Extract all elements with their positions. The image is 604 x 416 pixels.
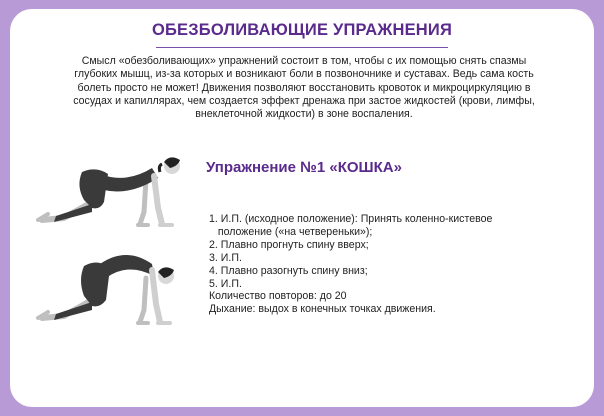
breathing-line: Дыхание: выдох в конечных точках движения. (209, 303, 436, 316)
step-line: 5. И.П. (209, 277, 242, 290)
step-line: 4. Плавно разогнуть спину вниз; (209, 264, 368, 277)
step-line: 1. И.П. (исходное положение): Принять коленно-кистевое (209, 213, 493, 225)
step-line: 3. И.П. (209, 251, 242, 264)
intro-paragraph: Смысл «обезболивающих» упражнений состоит в том, чтобы с их помощью снять спазмы глубоких мышц, из-за которых и возникают боли в позвоночнике и суставах. Ведь сама кость болеть просто не может! Движения позволяют восстановить кровоток и микроциркуляцию в сосудах и капиллярах, чем создается эффект дренажа при застое жидкостей (крови, лимфы, внеклеточной жидкости) в зоне воспаления. (73, 55, 535, 121)
exercise-steps (209, 213, 539, 316)
cat-pose-back-down-illustration (34, 152, 194, 230)
title-underline (156, 47, 448, 48)
exercise-title: Упражнение №1 «КОШКА» (206, 159, 402, 176)
step-line: 2. Плавно прогнуть спину вверх; (209, 238, 369, 251)
page-title: ОБЕЗБОЛИВАЮЩИЕ УПРАЖНЕНИЯ (151, 21, 453, 39)
repetitions-line: Количество повторов: до 20 (209, 290, 347, 303)
step-line: положение («на четвереньки»); (209, 225, 373, 238)
cat-pose-back-arched-illustration (34, 246, 194, 328)
